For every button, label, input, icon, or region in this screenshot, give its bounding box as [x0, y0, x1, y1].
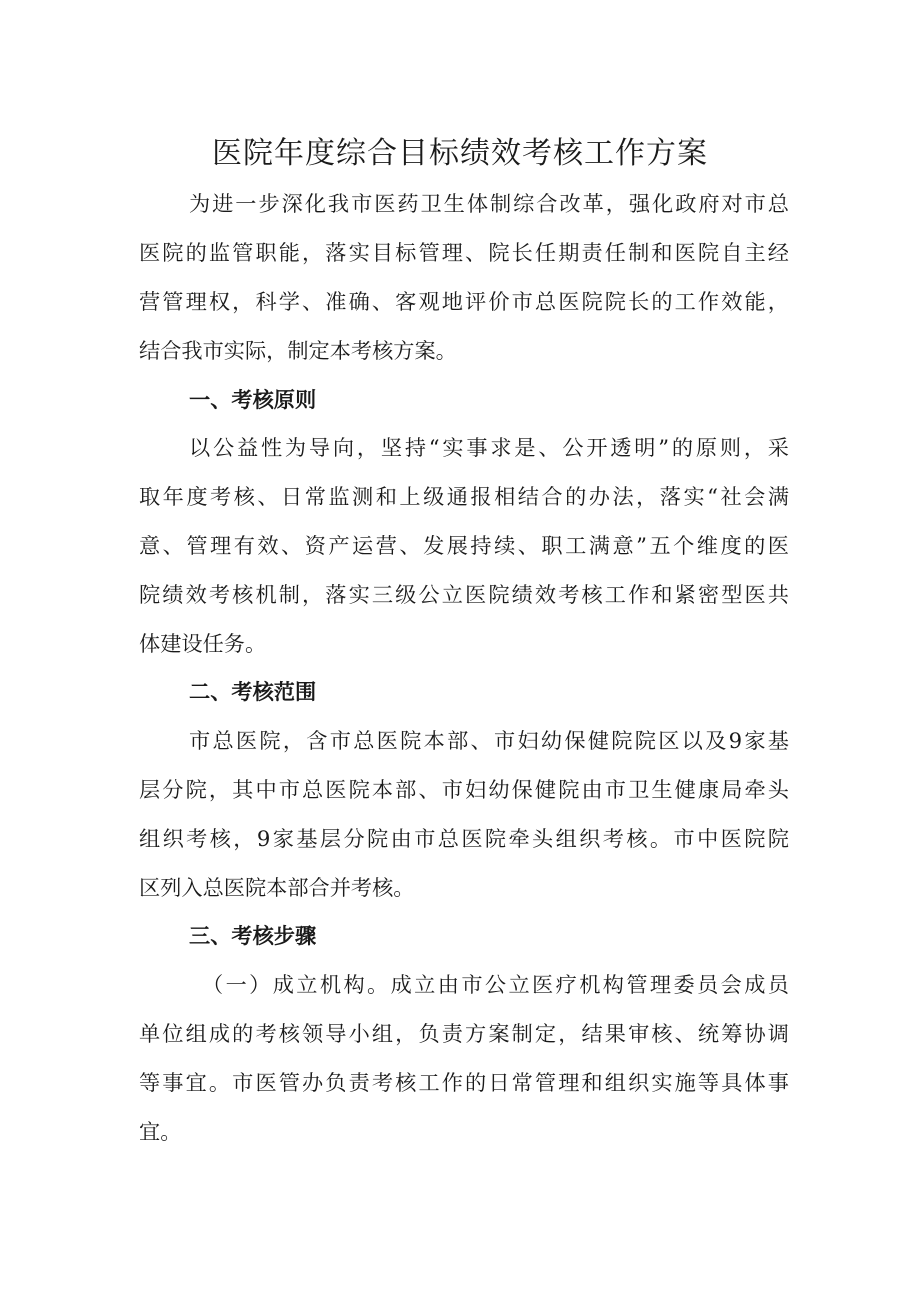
section-heading: 一、考核原则 — [189, 387, 317, 412]
document-title: 医院年度综合目标绩效考核工作方案 — [212, 136, 708, 171]
paragraph-line: 宜。 — [139, 1119, 182, 1144]
section-heading: 二、考核范围 — [189, 679, 317, 704]
paragraph-line: 意、管理有效、资产运营、发展持续、职工满意”五个维度的医 — [139, 533, 789, 558]
paragraph-line: 营管理权，科学、准确、客观地评价市总医院院长的工作效能， — [139, 289, 789, 314]
paragraph-line: 院绩效考核机制，落实三级公立医院绩效考核工作和紧密型医共 — [139, 582, 789, 607]
paragraph-line: 等事宜。市医管办负责考核工作的日常管理和组织实施等具体事 — [139, 1070, 789, 1095]
paragraph-line: 体建设任务。 — [139, 631, 267, 656]
paragraph-line: 结合我市实际，制定本考核方案。 — [139, 338, 457, 363]
paragraph-line: 组织考核，9家基层分院由市总医院牵头组织考核。市中医院院 — [139, 826, 789, 851]
paragraph-line: 区列入总医院本部合并考核。 — [139, 875, 415, 900]
paragraph-line: 取年度考核、日常监测和上级通报相结合的办法，落实“社会满 — [139, 484, 789, 509]
paragraph-line: 单位组成的考核领导小组，负责方案制定，结果审核、统筹协调 — [139, 1021, 789, 1046]
paragraph-line: 以公益性为导向，坚持“实事求是、公开透明”的原则，采 — [189, 435, 789, 460]
paragraph-line: 层分院，其中市总医院本部、市妇幼保健院由市卫生健康局牵头 — [139, 777, 789, 802]
paragraph-line: 医院的监管职能，落实目标管理、院长任期责任制和医院自主经 — [139, 240, 789, 265]
section-heading: 三、考核步骤 — [189, 923, 317, 948]
paragraph-line: （一）成立机构。成立由市公立医疗机构管理委员会成员 — [202, 972, 789, 997]
paragraph-line: 市总医院，含市总医院本部、市妇幼保健院院区以及9家基 — [189, 728, 789, 753]
paragraph-line: 为进一步深化我市医药卫生体制综合改革，强化政府对市总 — [189, 191, 789, 216]
